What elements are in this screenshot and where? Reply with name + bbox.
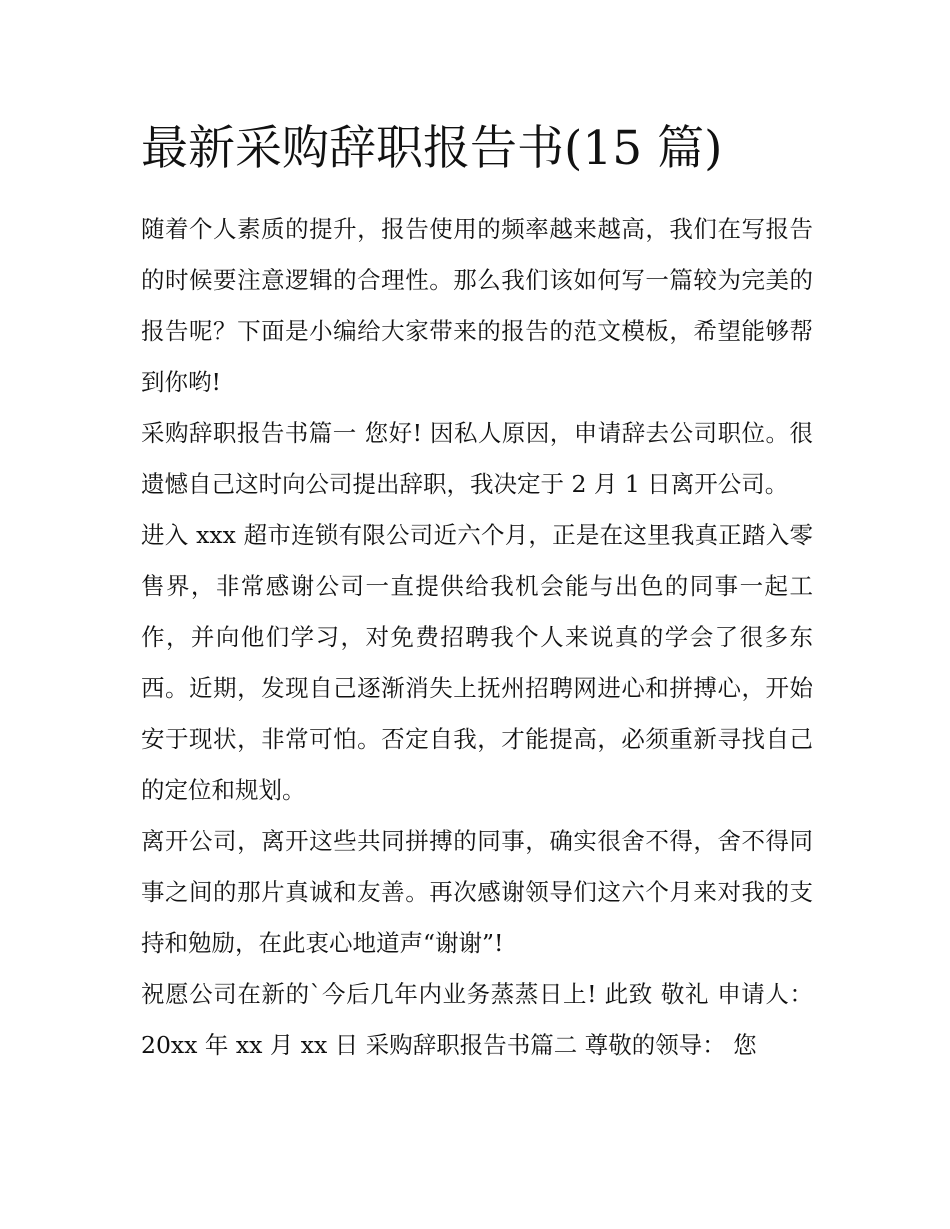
document-title: 最新采购辞职报告书(15 篇)	[141, 121, 723, 176]
paragraph-letter-one-opening: 采购辞职报告书篇一 您好! 因私人原因，申请辞去公司职位。很遗憾自己这时向公司提出辞职，我决定于 2 月 1 日离开公司。	[141, 419, 813, 498]
paragraph-intro: 随着个人素质的提升，报告使用的频率越来越高，我们在写报告的时候要注意逻辑的合理性。那么我们该如何写一篇较为完美的报告呢？下面是小编给大家带来的报告的范文模板，希望能够帮到你哟!	[141, 215, 813, 396]
paragraph-letter-one-body: 进入 xxx 超市连锁有限公司近六个月，正是在这里我真正踏入零售界，非常感谢公司一直提供给我机会能与出色的同事一起工作，并向他们学习，对免费招聘我个人来说真的学会了很多东西。近期，发现自己逐渐消失上抚州招聘网进心和拼搏心，开始安于现状，非常可怕。否定自我，才能提高，必须重新寻找自己的定位和规划。	[141, 521, 813, 804]
document-page	[141, 118, 813, 1071]
paragraph-letter-one-closing: 祝愿公司在新的`今后几年内业务蒸蒸日上! 此致 敬礼 申请人： 20xx 年 xx 月 xx 日 采购辞职报告书篇二 尊敬的领导： 您	[141, 980, 813, 1059]
paragraph-letter-one-thanks: 离开公司，离开这些共同拼搏的同事，确实很舍不得，舍不得同事之间的那片真诚和友善。再次感谢领导们这六个月来对我的支持和勉励，在此衷心地道声“谢谢”!	[141, 827, 813, 957]
